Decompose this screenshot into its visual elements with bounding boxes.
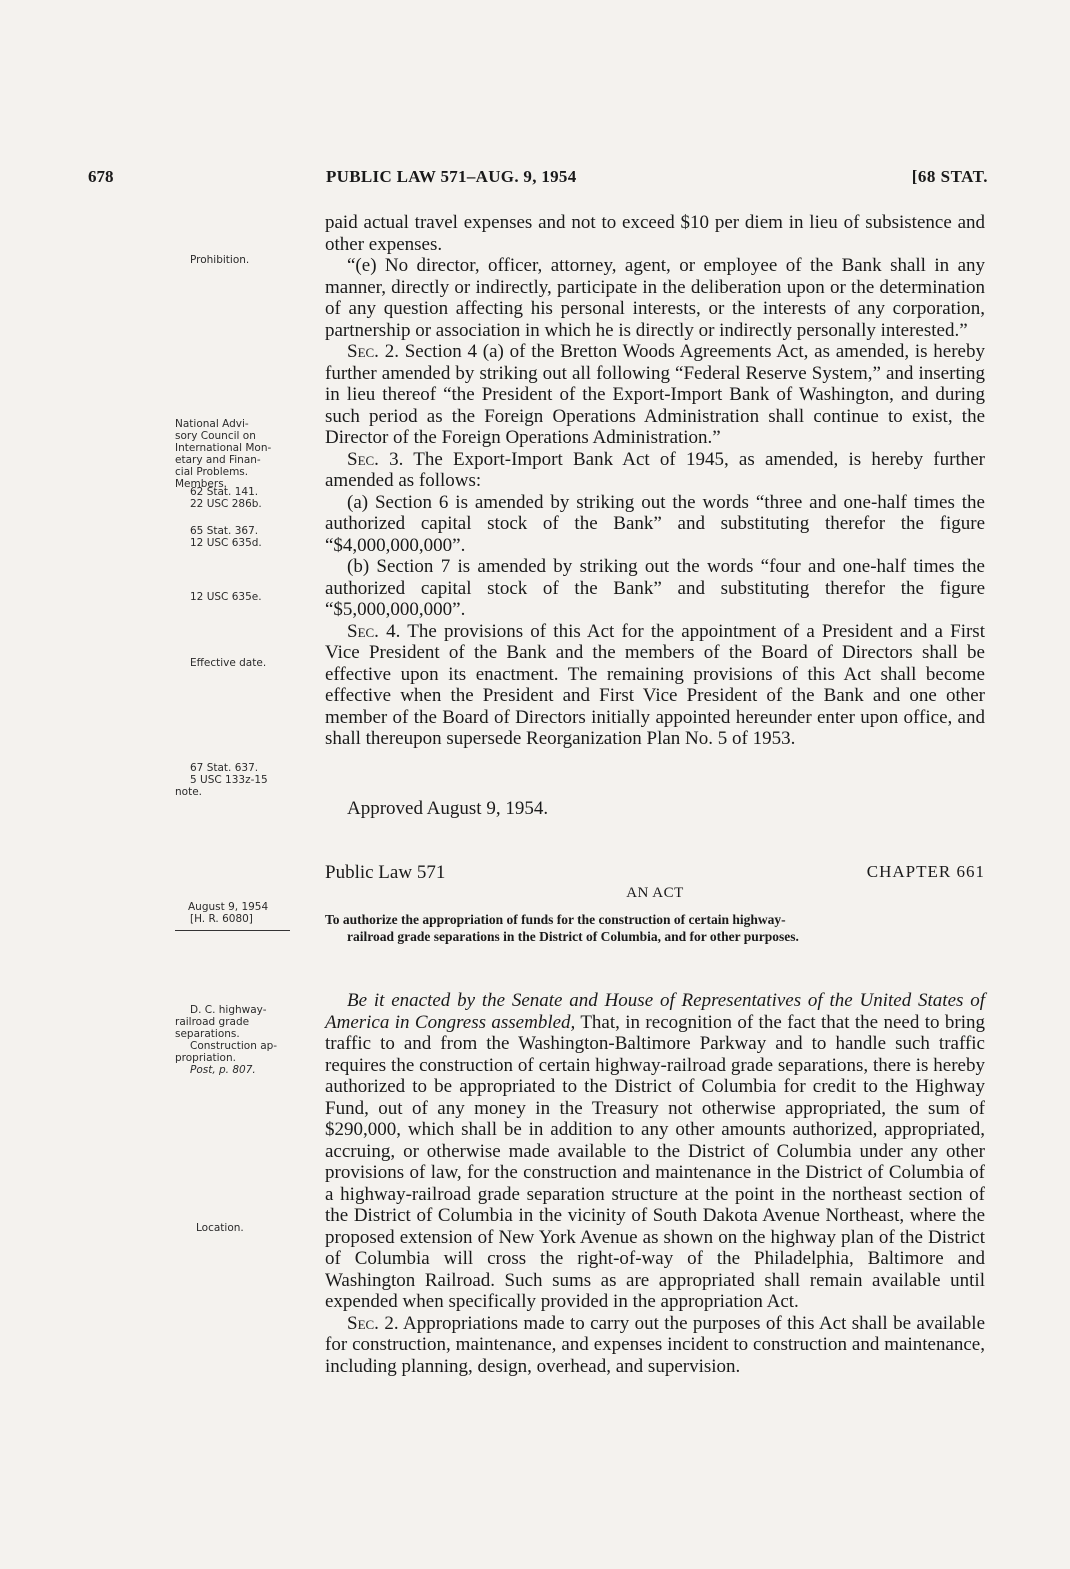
bill-date: August 9, 1954	[188, 901, 269, 913]
margin-note-effective-date: Effective date.	[190, 657, 267, 669]
section-text: Section 4 (a) of the Bretton Woods Agreements Act, as amended, is hereby further amended by striking out all following “Federal Reserve System,” and inserting in lieu thereof “the President of the Export-Import Bank of Washington, and during such period as the Foreign Operations Administration shall continue to exist, the Director of the Foreign Operations Administration.”	[325, 341, 985, 448]
margin-line: Construction ap-	[190, 1040, 278, 1052]
margin-line: etary and Finan-	[175, 454, 261, 466]
section-2	[325, 341, 985, 449]
an-act-title: AN ACT	[626, 885, 684, 901]
margin-note-national-advisory	[175, 418, 271, 490]
margin-line: sory Council on	[175, 430, 256, 442]
margin-line: 62 Stat. 141.	[190, 486, 259, 498]
margin-note-prohibition: Prohibition.	[190, 254, 250, 266]
act-body-continued	[325, 212, 985, 750]
page-header	[88, 167, 988, 191]
margin-note-post-ref: Post, p. 807.	[190, 1064, 256, 1076]
margin-line: railroad grade	[175, 1016, 250, 1028]
chapter-number: CHAPTER 661	[866, 862, 985, 881]
margin-line: D. C. highway-	[190, 1004, 267, 1016]
enacting-clause: Be it enacted by the Senate and House of Representatives of the United States of America in Congress assembled,	[325, 990, 985, 1033]
margin-note-dc-highway	[175, 1004, 277, 1076]
section-2	[325, 1313, 985, 1378]
margin-note-cite-65	[190, 525, 262, 549]
section-label: Sec. 2.	[347, 1312, 399, 1334]
margin-line: note.	[175, 786, 202, 798]
act-heading	[325, 862, 985, 886]
section-3a: (a) Section 6 is amended by striking out the words “three and one-half times the authorized capital stock of the Bank” and substituting therefor the figure “$4,000,000,000”.	[325, 491, 985, 556]
purpose-line: To authorize the appropriation of funds for the construction of certain highway-	[325, 912, 786, 927]
margin-line: propriation.	[175, 1052, 236, 1064]
section-label: Sec. 3.	[347, 448, 404, 470]
enacting-paragraph	[325, 990, 985, 1313]
margin-note-members: Members.	[175, 478, 227, 490]
margin-line: 67 Stat. 637.	[190, 762, 259, 774]
margin-line: National Advi-	[175, 418, 249, 430]
margin-divider	[175, 930, 290, 931]
margin-line: International Mon-	[175, 442, 272, 454]
section-text: The provisions of this Act for the appointment of a President and a First Vice President of the Bank and the members of the Board of Directors shall be effective upon its enactment. The remaining provisions of this Act shall become effective when the President and First Vice President of the Bank and one other member of the Board of Directors initially appointed hereunder enter upon office, and shall thereupon supersede Reorganization Plan No. 5 of 1953.	[325, 620, 985, 749]
enacting-text: That, in recognition of the fact that the need to bring traffic to and from the Washington-Baltimore Parkway and to handle such traffic requires the construction of certain highway-railroad grade separations, there is hereby authorized to be appropriated to the District of Columbia for credit to the Highway Fund, out of any money in the Treasury not otherwise appropriated, the sum of $290,000, which shall be in addition to any other amounts authorized, appropriated, accruing, or otherwise made available to the District of Columbia under any other provisions of law, for the construction and maintenance in the District of Columbia of a highway-railroad grade separation structure at the point in the northeast section of the District of Columbia in the vicinity of South Dakota Avenue Northeast, where the proposed extension of New York Avenue as shown on the highway plan of the District of Columbia will cross the right-of-way of the Philadelphia, Baltimore and Washington Railroad. Such sums as are appropriated shall remain available until expended when specifically provided in the appropriation Act.	[325, 1011, 985, 1312]
act-body	[325, 990, 985, 1377]
section-label: Sec. 2.	[347, 341, 399, 362]
section-label: Sec. 4.	[347, 620, 401, 642]
margin-line: cial Problems.	[175, 466, 249, 478]
page-number: 678	[88, 167, 114, 186]
act-purpose	[325, 911, 985, 945]
margin-note-cite-12: 12 USC 635e.	[190, 591, 262, 603]
margin-line: 12 USC 635d.	[190, 537, 262, 549]
margin-line: separations.	[175, 1028, 240, 1040]
paragraph: paid actual travel expenses and not to exceed $10 per diem in lieu of subsistence and other expenses.	[325, 212, 985, 255]
margin-note-cite-67	[175, 762, 268, 798]
public-law-number: Public Law 571	[325, 862, 446, 883]
margin-note-cite-62	[190, 486, 262, 510]
section-3	[325, 449, 985, 492]
bill-number: [H. R. 6080]	[190, 913, 253, 925]
section-4	[325, 621, 985, 750]
section-3b: (b) Section 7 is amended by striking out the words “four and one-half times the authorized capital stock of the Bank” and substituting therefor the figure “$5,000,000,000”.	[325, 556, 985, 620]
purpose-line: railroad grade separations in the District of Columbia, and for other purposes.	[347, 929, 799, 944]
margin-line: 5 USC 133z-15	[190, 774, 268, 786]
margin-line: 65 Stat. 367.	[190, 525, 259, 537]
margin-note-location: Location.	[196, 1222, 244, 1234]
running-head: PUBLIC LAW 571–AUG. 9, 1954	[326, 167, 577, 186]
margin-note-bill	[188, 901, 268, 925]
margin-line: 22 USC 286b.	[190, 498, 262, 510]
section-text: Appropriations made to carry out the purposes of this Act shall be available for construction, maintenance, and expenses incident to construction and maintenance, including planning, design, overhead, and supervision.	[325, 1312, 985, 1377]
approval-line: Approved August 9, 1954.	[347, 798, 549, 819]
section-text: The Export-Import Bank Act of 1945, as amended, is hereby further amended as follows:	[325, 448, 985, 491]
paragraph-e: “(e) No director, officer, attorney, agent, or employee of the Bank shall in any manner, directly or indirectly, participate in the deliberation upon or the determination of any question affecting his personal interests, or the interests of any corporation, partnership or association in which he is directly or indirectly personally interested.”	[325, 255, 985, 341]
volume-reference: [68 STAT.	[911, 167, 988, 186]
